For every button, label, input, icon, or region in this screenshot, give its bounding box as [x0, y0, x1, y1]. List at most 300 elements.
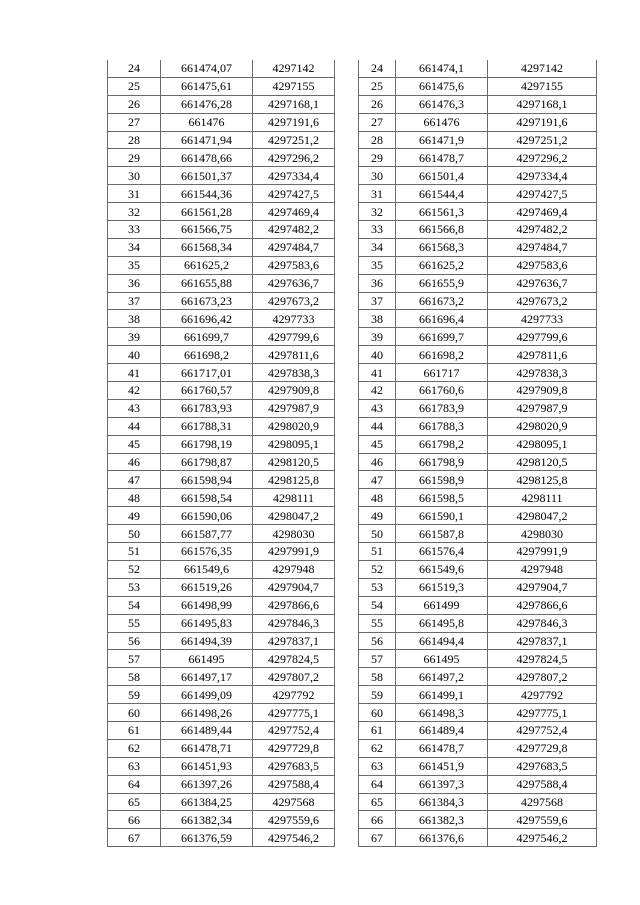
point-number-cell: 37 [108, 292, 161, 310]
x-coordinate-cell: 661798,9 [396, 453, 488, 471]
point-number-cell: 41 [108, 364, 161, 382]
point-number-cell: 63 [359, 757, 396, 775]
coordinates-table-right [358, 60, 597, 847]
x-coordinate-cell: 661499 [396, 596, 488, 614]
x-coordinate-cell: 661576,4 [396, 543, 488, 561]
y-coordinate-cell: 4297846,3 [488, 614, 597, 632]
y-coordinate-cell: 4297559,6 [253, 811, 335, 829]
y-coordinate-cell: 4298120,5 [488, 453, 597, 471]
x-coordinate-cell: 661655,9 [396, 274, 488, 292]
table-row [359, 596, 597, 614]
y-coordinate-cell: 4297427,5 [253, 185, 335, 203]
table-row [359, 95, 597, 113]
x-coordinate-cell: 661501,37 [161, 167, 253, 185]
x-coordinate-cell: 661475,6 [396, 77, 488, 95]
x-coordinate-cell: 661478,7 [396, 149, 488, 167]
y-coordinate-cell: 4297191,6 [488, 113, 597, 131]
point-number-cell: 41 [359, 364, 396, 382]
y-coordinate-cell: 4297588,4 [253, 775, 335, 793]
table-row [359, 507, 597, 525]
table-row [359, 668, 597, 686]
point-number-cell: 31 [108, 185, 161, 203]
x-coordinate-cell: 661498,99 [161, 596, 253, 614]
y-coordinate-cell: 4298120,5 [253, 453, 335, 471]
x-coordinate-cell: 661499,1 [396, 686, 488, 704]
table-row [359, 417, 597, 435]
point-number-cell: 40 [359, 346, 396, 364]
y-coordinate-cell: 4297334,4 [488, 167, 597, 185]
point-number-cell: 61 [108, 721, 161, 739]
table-row [108, 829, 335, 847]
point-number-cell: 49 [108, 507, 161, 525]
x-coordinate-cell: 661474,07 [161, 60, 253, 77]
point-number-cell: 27 [359, 113, 396, 131]
x-coordinate-cell: 661489,4 [396, 721, 488, 739]
table-row [108, 757, 335, 775]
x-coordinate-cell: 661495,8 [396, 614, 488, 632]
y-coordinate-cell: 4297866,6 [488, 596, 597, 614]
point-number-cell: 42 [108, 382, 161, 400]
y-coordinate-cell: 4297673,2 [253, 292, 335, 310]
y-coordinate-cell: 4297168,1 [253, 95, 335, 113]
x-coordinate-cell: 661471,94 [161, 131, 253, 149]
point-number-cell: 45 [359, 435, 396, 453]
point-number-cell: 28 [108, 131, 161, 149]
table-row [359, 274, 597, 292]
table-row [108, 238, 335, 256]
coordinates-table-left [107, 60, 335, 847]
x-coordinate-cell: 661397,26 [161, 775, 253, 793]
table-row [359, 793, 597, 811]
table-row [108, 632, 335, 650]
y-coordinate-cell: 4297948 [488, 560, 597, 578]
x-coordinate-cell: 661519,26 [161, 578, 253, 596]
point-number-cell: 53 [359, 578, 396, 596]
y-coordinate-cell: 4297155 [488, 77, 597, 95]
x-coordinate-cell: 661376,59 [161, 829, 253, 847]
x-coordinate-cell: 661495 [161, 650, 253, 668]
x-coordinate-cell: 661494,4 [396, 632, 488, 650]
y-coordinate-cell: 4297811,6 [253, 346, 335, 364]
table-row [359, 632, 597, 650]
table-row [359, 739, 597, 757]
point-number-cell: 29 [359, 149, 396, 167]
table-row [359, 686, 597, 704]
y-coordinate-cell: 4297142 [253, 60, 335, 77]
x-coordinate-cell: 661576,35 [161, 543, 253, 561]
point-number-cell: 57 [108, 650, 161, 668]
table-row [359, 256, 597, 274]
table-row [108, 382, 335, 400]
y-coordinate-cell: 4297752,4 [253, 721, 335, 739]
x-coordinate-cell: 661696,4 [396, 310, 488, 328]
point-number-cell: 60 [108, 704, 161, 722]
point-number-cell: 24 [359, 60, 396, 77]
table-row [108, 77, 335, 95]
y-coordinate-cell: 4297752,4 [488, 721, 597, 739]
table-row [108, 221, 335, 239]
y-coordinate-cell: 4297991,9 [488, 543, 597, 561]
y-coordinate-cell: 4297987,9 [253, 399, 335, 417]
x-coordinate-cell: 661698,2 [161, 346, 253, 364]
table-row [108, 435, 335, 453]
table-row [359, 185, 597, 203]
x-coordinate-cell: 661798,87 [161, 453, 253, 471]
y-coordinate-cell: 4297811,6 [488, 346, 597, 364]
point-number-cell: 66 [359, 811, 396, 829]
y-coordinate-cell: 4297191,6 [253, 113, 335, 131]
y-coordinate-cell: 4298125,8 [488, 471, 597, 489]
table-row [108, 453, 335, 471]
table-row [359, 757, 597, 775]
y-coordinate-cell: 4297904,7 [488, 578, 597, 596]
point-number-cell: 51 [359, 543, 396, 561]
x-coordinate-cell: 661382,3 [396, 811, 488, 829]
table-row [108, 292, 335, 310]
x-coordinate-cell: 661478,66 [161, 149, 253, 167]
table-row [359, 811, 597, 829]
point-number-cell: 31 [359, 185, 396, 203]
point-number-cell: 51 [108, 543, 161, 561]
table-row [359, 775, 597, 793]
table-row [108, 310, 335, 328]
y-coordinate-cell: 4297559,6 [488, 811, 597, 829]
point-number-cell: 27 [108, 113, 161, 131]
x-coordinate-cell: 661598,54 [161, 489, 253, 507]
point-number-cell: 32 [359, 203, 396, 221]
x-coordinate-cell: 661495,83 [161, 614, 253, 632]
y-coordinate-cell: 4297799,6 [488, 328, 597, 346]
y-coordinate-cell: 4297909,8 [488, 382, 597, 400]
y-coordinate-cell: 4297987,9 [488, 399, 597, 417]
point-number-cell: 56 [359, 632, 396, 650]
point-number-cell: 57 [359, 650, 396, 668]
table-row [359, 203, 597, 221]
y-coordinate-cell: 4298125,8 [253, 471, 335, 489]
y-coordinate-cell: 4297583,6 [488, 256, 597, 274]
point-number-cell: 48 [108, 489, 161, 507]
point-number-cell: 25 [359, 77, 396, 95]
point-number-cell: 42 [359, 382, 396, 400]
x-coordinate-cell: 661598,9 [396, 471, 488, 489]
point-number-cell: 55 [359, 614, 396, 632]
table-row [359, 149, 597, 167]
x-coordinate-cell: 661376,6 [396, 829, 488, 847]
table-row [359, 453, 597, 471]
point-number-cell: 32 [108, 203, 161, 221]
x-coordinate-cell: 661590,1 [396, 507, 488, 525]
table-row [359, 704, 597, 722]
table-row [108, 578, 335, 596]
table-row [359, 310, 597, 328]
x-coordinate-cell: 661475,61 [161, 77, 253, 95]
table-row [359, 829, 597, 847]
y-coordinate-cell: 4297334,4 [253, 167, 335, 185]
point-number-cell: 25 [108, 77, 161, 95]
table-row [108, 793, 335, 811]
x-coordinate-cell: 661760,6 [396, 382, 488, 400]
y-coordinate-cell: 4297427,5 [488, 185, 597, 203]
table-row [359, 578, 597, 596]
point-number-cell: 46 [359, 453, 396, 471]
x-coordinate-cell: 661451,93 [161, 757, 253, 775]
table-row [108, 203, 335, 221]
y-coordinate-cell: 4297142 [488, 60, 597, 77]
x-coordinate-cell: 661501,4 [396, 167, 488, 185]
point-number-cell: 54 [359, 596, 396, 614]
x-coordinate-cell: 661598,5 [396, 489, 488, 507]
x-coordinate-cell: 661717 [396, 364, 488, 382]
y-coordinate-cell: 4297824,5 [488, 650, 597, 668]
table-row [359, 435, 597, 453]
table-row [108, 668, 335, 686]
point-number-cell: 49 [359, 507, 396, 525]
y-coordinate-cell: 4297807,2 [488, 668, 597, 686]
x-coordinate-cell: 661587,77 [161, 525, 253, 543]
table-row [108, 811, 335, 829]
table-row [108, 364, 335, 382]
x-coordinate-cell: 661384,25 [161, 793, 253, 811]
table-row [108, 721, 335, 739]
x-coordinate-cell: 661494,39 [161, 632, 253, 650]
y-coordinate-cell: 4297792 [253, 686, 335, 704]
y-coordinate-cell: 4298047,2 [253, 507, 335, 525]
y-coordinate-cell: 4298111 [253, 489, 335, 507]
y-coordinate-cell: 4297484,7 [253, 238, 335, 256]
table-row [359, 489, 597, 507]
y-coordinate-cell: 4297155 [253, 77, 335, 95]
point-number-cell: 46 [108, 453, 161, 471]
table-row [359, 543, 597, 561]
table-row [108, 686, 335, 704]
x-coordinate-cell: 661544,36 [161, 185, 253, 203]
table-row [108, 113, 335, 131]
y-coordinate-cell: 4298095,1 [253, 435, 335, 453]
x-coordinate-cell: 661478,71 [161, 739, 253, 757]
table-row [108, 167, 335, 185]
table-row [108, 543, 335, 561]
y-coordinate-cell: 4297799,6 [253, 328, 335, 346]
table-row [359, 525, 597, 543]
point-number-cell: 59 [108, 686, 161, 704]
point-number-cell: 24 [108, 60, 161, 77]
table-body [359, 60, 597, 847]
y-coordinate-cell: 4297469,4 [253, 203, 335, 221]
x-coordinate-cell: 661625,2 [396, 256, 488, 274]
y-coordinate-cell: 4297568 [253, 793, 335, 811]
y-coordinate-cell: 4297546,2 [488, 829, 597, 847]
x-coordinate-cell: 661566,8 [396, 221, 488, 239]
x-coordinate-cell: 661760,57 [161, 382, 253, 400]
x-coordinate-cell: 661598,94 [161, 471, 253, 489]
point-number-cell: 28 [359, 131, 396, 149]
x-coordinate-cell: 661587,8 [396, 525, 488, 543]
point-number-cell: 58 [108, 668, 161, 686]
x-coordinate-cell: 661476,3 [396, 95, 488, 113]
y-coordinate-cell: 4297168,1 [488, 95, 597, 113]
x-coordinate-cell: 661798,2 [396, 435, 488, 453]
y-coordinate-cell: 4297588,4 [488, 775, 597, 793]
point-number-cell: 67 [359, 829, 396, 847]
table-row [108, 525, 335, 543]
point-number-cell: 36 [108, 274, 161, 292]
table-row [359, 364, 597, 382]
table-row [359, 346, 597, 364]
y-coordinate-cell: 4297792 [488, 686, 597, 704]
point-number-cell: 52 [359, 560, 396, 578]
y-coordinate-cell: 4297636,7 [253, 274, 335, 292]
point-number-cell: 50 [359, 525, 396, 543]
x-coordinate-cell: 661498,3 [396, 704, 488, 722]
point-number-cell: 54 [108, 596, 161, 614]
point-number-cell: 64 [108, 775, 161, 793]
x-coordinate-cell: 661499,09 [161, 686, 253, 704]
y-coordinate-cell: 4297673,2 [488, 292, 597, 310]
point-number-cell: 34 [359, 238, 396, 256]
point-number-cell: 55 [108, 614, 161, 632]
table-row [359, 238, 597, 256]
point-number-cell: 52 [108, 560, 161, 578]
table-row [108, 60, 335, 77]
x-coordinate-cell: 661384,3 [396, 793, 488, 811]
y-coordinate-cell: 4297729,8 [253, 739, 335, 757]
table-row [359, 113, 597, 131]
table-row [359, 650, 597, 668]
point-number-cell: 61 [359, 721, 396, 739]
y-coordinate-cell: 4298020,9 [253, 417, 335, 435]
x-coordinate-cell: 661561,3 [396, 203, 488, 221]
point-number-cell: 35 [108, 256, 161, 274]
point-number-cell: 47 [359, 471, 396, 489]
x-coordinate-cell: 661568,3 [396, 238, 488, 256]
table-row [108, 274, 335, 292]
x-coordinate-cell: 661568,34 [161, 238, 253, 256]
y-coordinate-cell: 4297909,8 [253, 382, 335, 400]
y-coordinate-cell: 4297824,5 [253, 650, 335, 668]
point-number-cell: 62 [108, 739, 161, 757]
y-coordinate-cell: 4297583,6 [253, 256, 335, 274]
x-coordinate-cell: 661544,4 [396, 185, 488, 203]
table-row [108, 489, 335, 507]
table-row [359, 167, 597, 185]
x-coordinate-cell: 661471,9 [396, 131, 488, 149]
point-number-cell: 47 [108, 471, 161, 489]
x-coordinate-cell: 661590,06 [161, 507, 253, 525]
table-row [359, 292, 597, 310]
point-number-cell: 67 [108, 829, 161, 847]
table-row [108, 596, 335, 614]
table-row [108, 149, 335, 167]
y-coordinate-cell: 4297838,3 [253, 364, 335, 382]
table-row [359, 221, 597, 239]
point-number-cell: 65 [108, 793, 161, 811]
table-row [108, 399, 335, 417]
x-coordinate-cell: 661788,3 [396, 417, 488, 435]
y-coordinate-cell: 4297251,2 [253, 131, 335, 149]
y-coordinate-cell: 4297733 [253, 310, 335, 328]
point-number-cell: 64 [359, 775, 396, 793]
table-body [108, 60, 335, 847]
table-row [108, 507, 335, 525]
x-coordinate-cell: 661476 [396, 113, 488, 131]
y-coordinate-cell: 4297683,5 [253, 757, 335, 775]
y-coordinate-cell: 4298030 [488, 525, 597, 543]
point-number-cell: 33 [108, 221, 161, 239]
table-row [359, 560, 597, 578]
y-coordinate-cell: 4297482,2 [253, 221, 335, 239]
y-coordinate-cell: 4297775,1 [253, 704, 335, 722]
table-row [108, 614, 335, 632]
y-coordinate-cell: 4297807,2 [253, 668, 335, 686]
y-coordinate-cell: 4298047,2 [488, 507, 597, 525]
point-number-cell: 62 [359, 739, 396, 757]
point-number-cell: 43 [108, 399, 161, 417]
point-number-cell: 30 [359, 167, 396, 185]
x-coordinate-cell: 661798,19 [161, 435, 253, 453]
point-number-cell: 35 [359, 256, 396, 274]
point-number-cell: 37 [359, 292, 396, 310]
y-coordinate-cell: 4297482,2 [488, 221, 597, 239]
y-coordinate-cell: 4297846,3 [253, 614, 335, 632]
x-coordinate-cell: 661699,7 [396, 328, 488, 346]
point-number-cell: 39 [108, 328, 161, 346]
point-number-cell: 44 [359, 417, 396, 435]
table-row [108, 131, 335, 149]
point-number-cell: 63 [108, 757, 161, 775]
table-row [108, 256, 335, 274]
y-coordinate-cell: 4297948 [253, 560, 335, 578]
point-number-cell: 33 [359, 221, 396, 239]
y-coordinate-cell: 4297296,2 [253, 149, 335, 167]
x-coordinate-cell: 661474,1 [396, 60, 488, 77]
x-coordinate-cell: 661561,28 [161, 203, 253, 221]
point-number-cell: 38 [359, 310, 396, 328]
point-number-cell: 53 [108, 578, 161, 596]
y-coordinate-cell: 4297904,7 [253, 578, 335, 596]
y-coordinate-cell: 4297469,4 [488, 203, 597, 221]
table-row [108, 185, 335, 203]
point-number-cell: 34 [108, 238, 161, 256]
y-coordinate-cell: 4297296,2 [488, 149, 597, 167]
x-coordinate-cell: 661549,6 [396, 560, 488, 578]
y-coordinate-cell: 4297838,3 [488, 364, 597, 382]
point-number-cell: 58 [359, 668, 396, 686]
point-number-cell: 26 [108, 95, 161, 113]
point-number-cell: 56 [108, 632, 161, 650]
table-row [108, 417, 335, 435]
x-coordinate-cell: 661495 [396, 650, 488, 668]
x-coordinate-cell: 661566,75 [161, 221, 253, 239]
x-coordinate-cell: 661699,7 [161, 328, 253, 346]
table-row [359, 721, 597, 739]
y-coordinate-cell: 4297733 [488, 310, 597, 328]
y-coordinate-cell: 4297251,2 [488, 131, 597, 149]
y-coordinate-cell: 4297991,9 [253, 543, 335, 561]
table-row [108, 704, 335, 722]
y-coordinate-cell: 4298030 [253, 525, 335, 543]
x-coordinate-cell: 661519,3 [396, 578, 488, 596]
point-number-cell: 48 [359, 489, 396, 507]
point-number-cell: 59 [359, 686, 396, 704]
x-coordinate-cell: 661489,44 [161, 721, 253, 739]
x-coordinate-cell: 661673,23 [161, 292, 253, 310]
table-row [359, 614, 597, 632]
x-coordinate-cell: 661498,26 [161, 704, 253, 722]
point-number-cell: 40 [108, 346, 161, 364]
point-number-cell: 44 [108, 417, 161, 435]
table-row [108, 95, 335, 113]
point-number-cell: 66 [108, 811, 161, 829]
